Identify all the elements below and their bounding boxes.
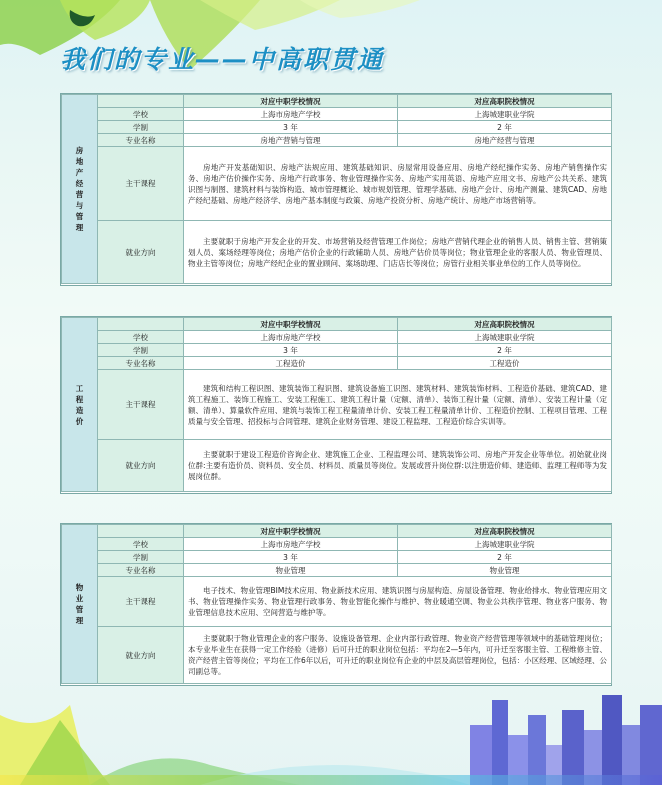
courses-text: 房地产开发基础知识、房地产法规应用、建筑基础知识、房屋常用设备应用、房地产经纪操作实务、房地产销售操作实务、房地产估价操作实务、房地产行政事务、物业管理操作实务、房地产实用英语、房地产应用文书、房地产公共关系、建筑识图与制图、建筑材料与装饰构造、城市管理概论、城市规划管理、管理学基础、房地产会计、房地产测量、建筑CAD、房地产经纪基础、房地产经济学、房地产基本制度与政策、房地产投资分析、房地产统计、房地产市场营销等。 [184,147,612,221]
major-name-cell: 房地产经营与管理 [62,95,98,284]
row-label-major: 专业名称 [98,357,184,370]
header-higher: 对应高职院校情况 [398,95,612,108]
major-secondary: 工程造价 [184,357,398,370]
major-secondary: 房地产营销与管理 [184,134,398,147]
row-label-school: 学校 [98,108,184,121]
courses-text: 电子技术、物业管理BIM技术应用、物业新技术应用、建筑识图与房屋构造、房屋设备管理、物业给排水、物业管理应用文书、物业管理操作实务、物业管理行政事务、物业智能化操作与维护、物业暖通空调、物业公共秩序管理、物业客户服务、物业管理信息技术应用、空间营造与维护等。 [184,577,612,627]
row-label-system: 学制 [98,121,184,134]
major-secondary: 物业管理 [184,564,398,577]
row-label-courses: 主干课程 [98,577,184,627]
row-label-jobs: 就业方向 [98,440,184,492]
row-label-major: 专业名称 [98,564,184,577]
school-secondary: 上海市房地产学校 [184,538,398,551]
row-label-system: 学制 [98,344,184,357]
jobs-text: 主要就职于物业管理企业的客户服务、设施设备管理、企业内部行政管理、物业资产经营管理等领域中的基础管理岗位；本专业毕业生在获得一定工作经验（进修）后可升迁的职业岗位包括：平均在2—5年内，可升迁至客服主管、工程维修主管、资产经营主管等岗位；平均在工作6年以后，可升迁的职业岗位有企业的中层及高层管理岗位，包括：小区经理、区域经理、公司副总等。 [184,627,612,684]
system-higher: 2 年 [398,121,612,134]
row-label-system: 学制 [98,551,184,564]
major-higher: 物业管理 [398,564,612,577]
row-label-courses: 主干课程 [98,147,184,221]
school-secondary: 上海市房地产学校 [184,108,398,121]
major-table-property-management [60,523,612,686]
major-name-cell: 工程造价 [62,318,98,492]
row-label-courses: 主干课程 [98,370,184,440]
major-higher: 房地产经营与管理 [398,134,612,147]
system-secondary: 3 年 [184,121,398,134]
city-skyline-decoration [0,675,662,785]
header-secondary: 对应中职学校情况 [184,318,398,331]
school-higher: 上海城建职业学院 [398,538,612,551]
system-secondary: 3 年 [184,344,398,357]
school-higher: 上海城建职业学院 [398,331,612,344]
system-higher: 2 年 [398,344,612,357]
header-higher: 对应高职院校情况 [398,318,612,331]
header-secondary: 对应中职学校情况 [184,95,398,108]
row-label-jobs: 就业方向 [98,221,184,284]
major-higher: 工程造价 [398,357,612,370]
jobs-text: 主要就职于房地产开发企业的开发、市场营销及经营管理工作岗位；房地产营销代理企业的销售人员、销售主管、营销策划人员、案场经理等岗位；房地产估价企业的行政辅助人员、房地产估价员等岗位；物业管理企业的客服人员、物业管理员、物业主管等岗位；房地产经纪企业的置业顾问、案场助理、门店店长等岗位；房管行业相关事业单位的工作人员等岗位。 [184,221,612,284]
header-higher: 对应高职院校情况 [398,525,612,538]
system-secondary: 3 年 [184,551,398,564]
major-table-cost-engineering [60,316,612,494]
row-label-school: 学校 [98,331,184,344]
header-secondary: 对应中职学校情况 [184,525,398,538]
row-label-school: 学校 [98,538,184,551]
courses-text: 建筑和结构工程识图、建筑装饰工程识图、建筑设备施工识图、建筑材料、建筑装饰材料、工程造价基础、建筑CAD、建筑工程施工、装饰工程施工、安装工程施工、建筑工程计量（定额、清单）、装饰工程计量（定额、清单）、安装工程计量（定额、清单）、算量软件应用、建筑与装饰工程工程量清单计价、安装工程工程量清单计价、工程造价控制、工程项目管理、工程质量与安全管理、招投标与合同管理、建筑企业财务管理、建设工程监理、工程造价综合实训等。 [184,370,612,440]
major-name-cell: 物业管理 [62,525,98,684]
major-table-real-estate [60,93,612,286]
school-secondary: 上海市房地产学校 [184,331,398,344]
system-higher: 2 年 [398,551,612,564]
jobs-text: 主要就职于建设工程造价咨询企业、建筑施工企业、工程监理公司、建筑装饰公司、房地产开发企业等单位。初始就业岗位群:主要有造价员、资料员、安全员、材料员、质量员等岗位。发展或晋升岗位群:以注册造价师、建造师、监理工程师等为发展岗位群。 [184,440,612,492]
row-label-jobs: 就业方向 [98,627,184,684]
school-higher: 上海城建职业学院 [398,108,612,121]
page-title: 我们的专业——中高职贯通 [60,45,385,74]
row-label-major: 专业名称 [98,134,184,147]
